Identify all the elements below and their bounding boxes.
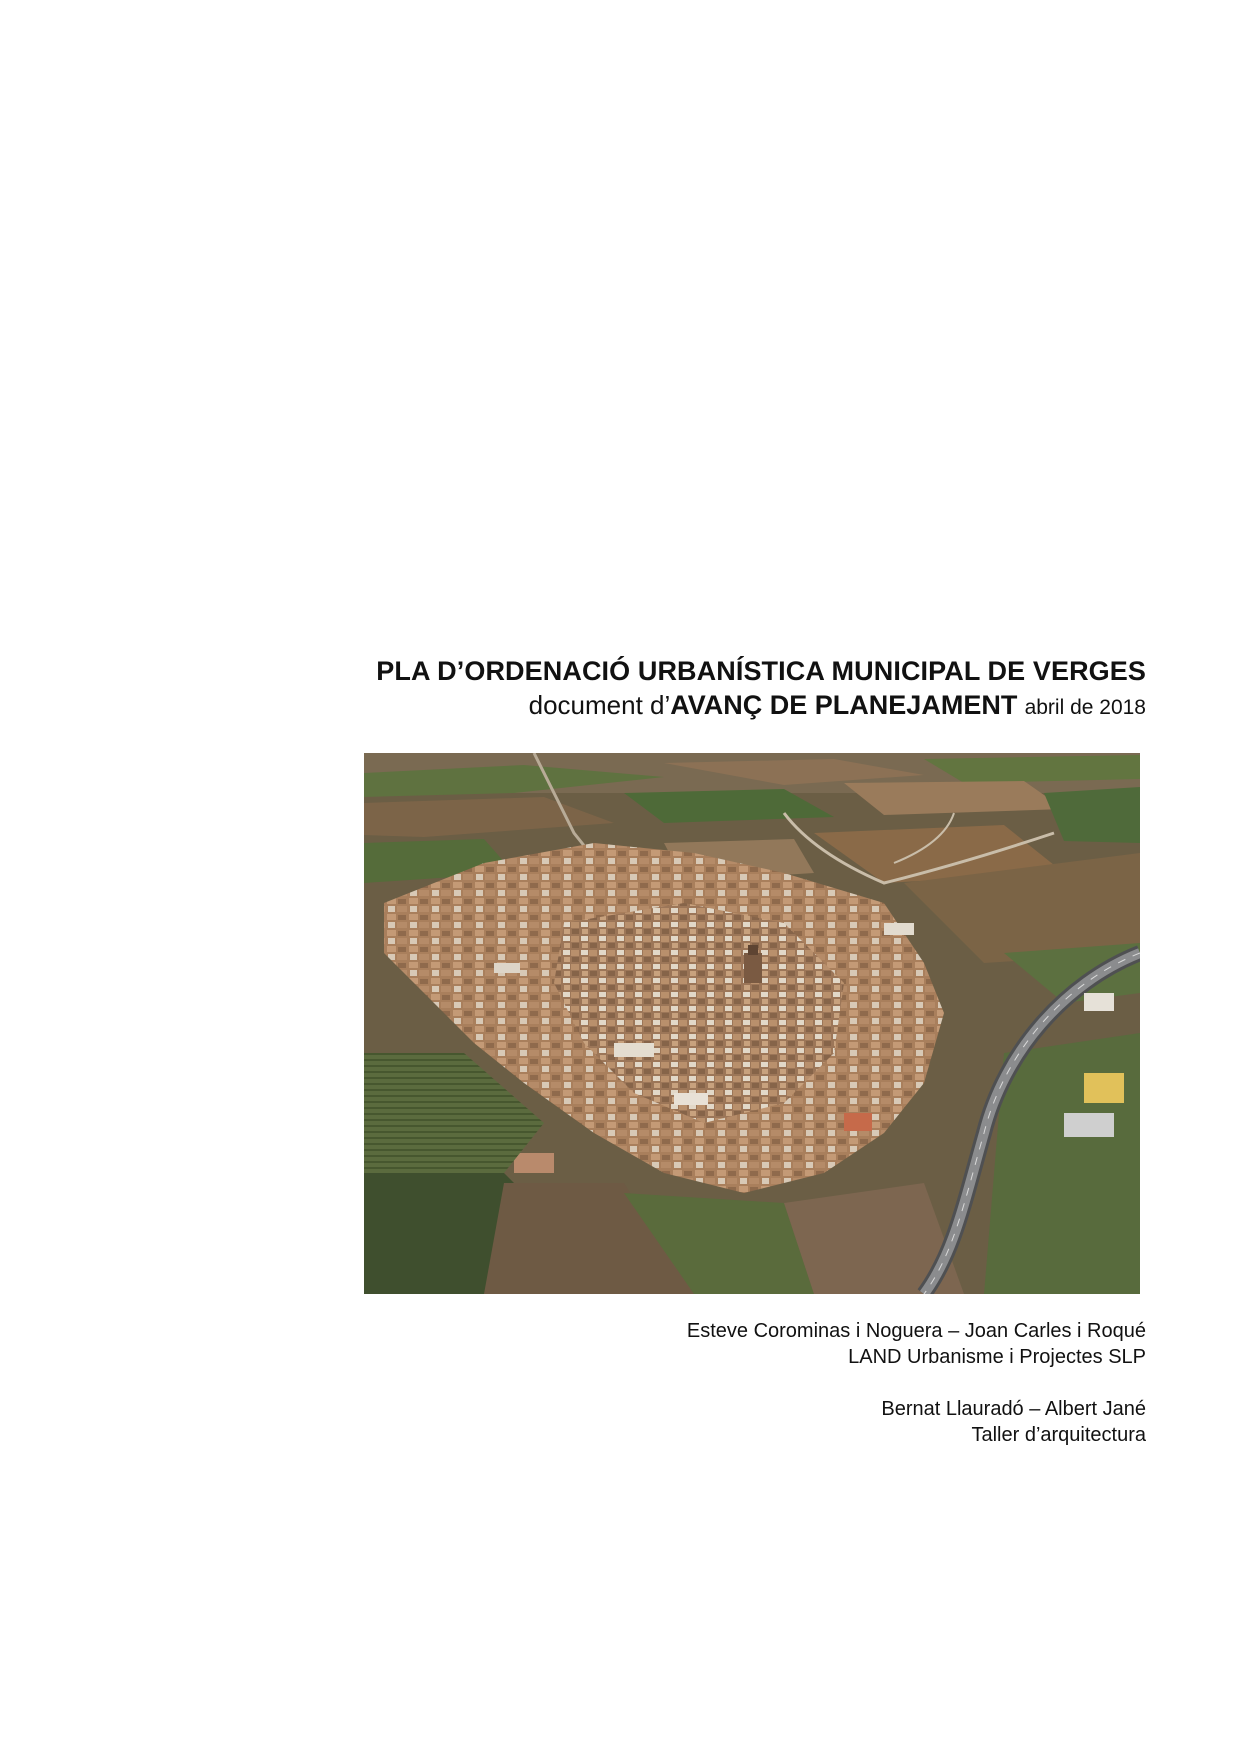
credits-firm-1: LAND Urbanisme i Projectes SLP	[848, 1346, 1146, 1368]
aerial-photo	[364, 753, 1140, 1294]
document-title: PLA D’ORDENACIÓ URBANÍSTICA MUNICIPAL DE VERGES	[376, 656, 1146, 686]
subtitle-emphasis: AVANÇ DE PLANEJAMENT	[670, 690, 1018, 720]
subtitle-prefix: document d’	[528, 690, 671, 720]
credits-authors-2: Bernat Llauradó – Albert Jané	[881, 1398, 1146, 1420]
document-subtitle	[246, 688, 1146, 725]
credits-spacer	[346, 1370, 1146, 1396]
credits	[346, 1318, 1146, 1448]
credits-firm-2: Taller d’arquitectura	[971, 1424, 1146, 1446]
subtitle-date: abril de 2018	[1024, 696, 1146, 719]
credits-authors-1: Esteve Corominas i Noguera – Joan Carles i Roqué	[686, 1320, 1146, 1342]
document-header	[246, 654, 1146, 725]
